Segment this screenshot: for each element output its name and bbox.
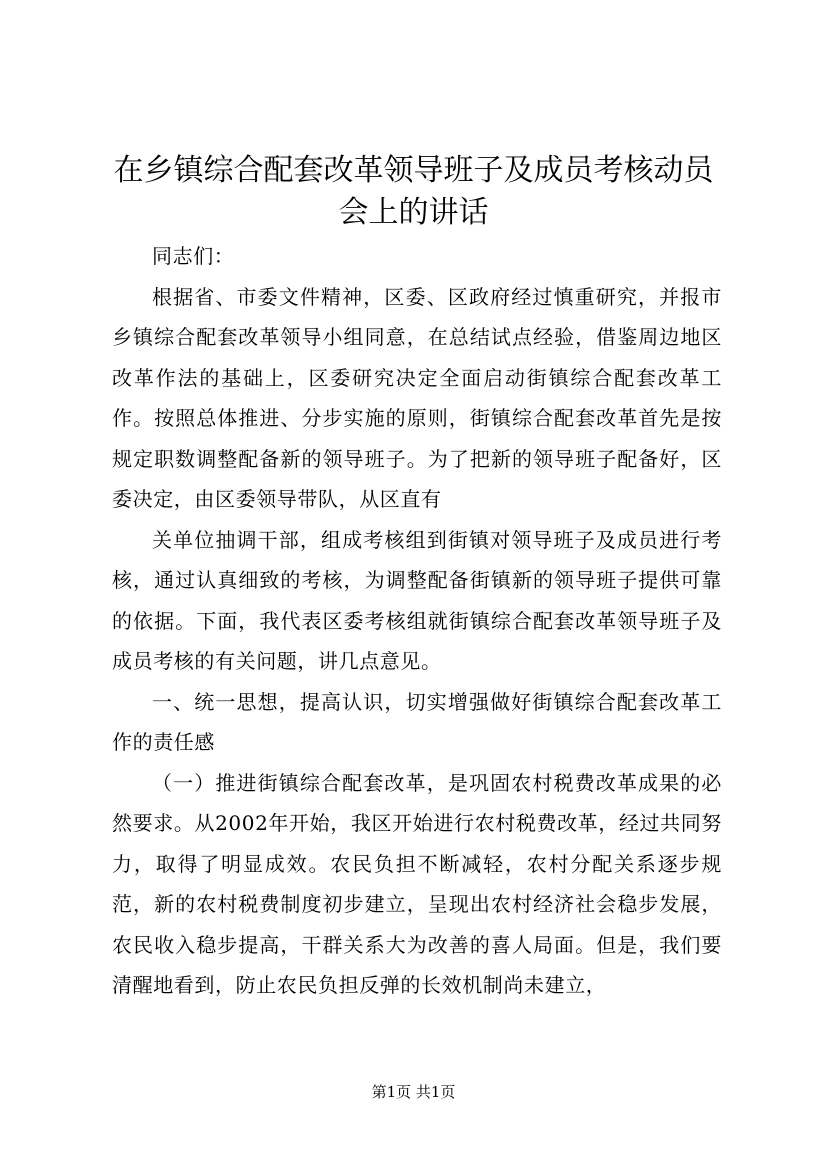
page-number-footer: 第1页 共1页 — [371, 1083, 456, 1101]
paragraph: （一）推进街镇综合配套改革，是巩固农村税费改革成果的必然要求。从2002年开始，我区开始进行农村税费改革，经过共同努力，取得了明显成效。农民负担不断减轻，农村分配关系逐步规范，新的农村税费制度初步建立，呈现出农村经济社会稳步发展，农民收入稳步提高，干群关系大为改善的喜人局面。但是，我们要清醒地看到，防止农民负担反弹的长效机制尚未建立， — [112, 770, 722, 997]
document-title: 在乡镇综合配套改革领导班子及成员考核动员会上的讲话 — [113, 153, 714, 230]
section-heading: 一、统一思想，提高认识，切实增强做好街镇综合配套改革工作的责任感 — [112, 689, 722, 754]
paragraph: 根据省、市委文件精神，区委、区政府经过慎重研究，并报市乡镇综合配套改革领导小组同意，在总结试点经验，借鉴周边地区改革作法的基础上，区委研究决定全面启动街镇综合配套改革工作。按照总体推进、分步实施的原则，街镇综合配套改革首先是按规定职数调整配备新的领导班子。为了把新的领导班子配备好，区委决定，由区委领导带队，从区直有 — [112, 284, 722, 511]
salutation: 同志们： — [152, 244, 235, 268]
paragraph: 关单位抽调干部，组成考核组到街镇对领导班子及成员进行考核，通过认真细致的考核，为调整配备街镇新的领导班子提供可靠的依据。下面，我代表区委考核组就街镇综合配套改革领导班子及成员考核的有关问题，讲几点意见。 — [112, 527, 722, 673]
document-body — [112, 236, 722, 1006]
